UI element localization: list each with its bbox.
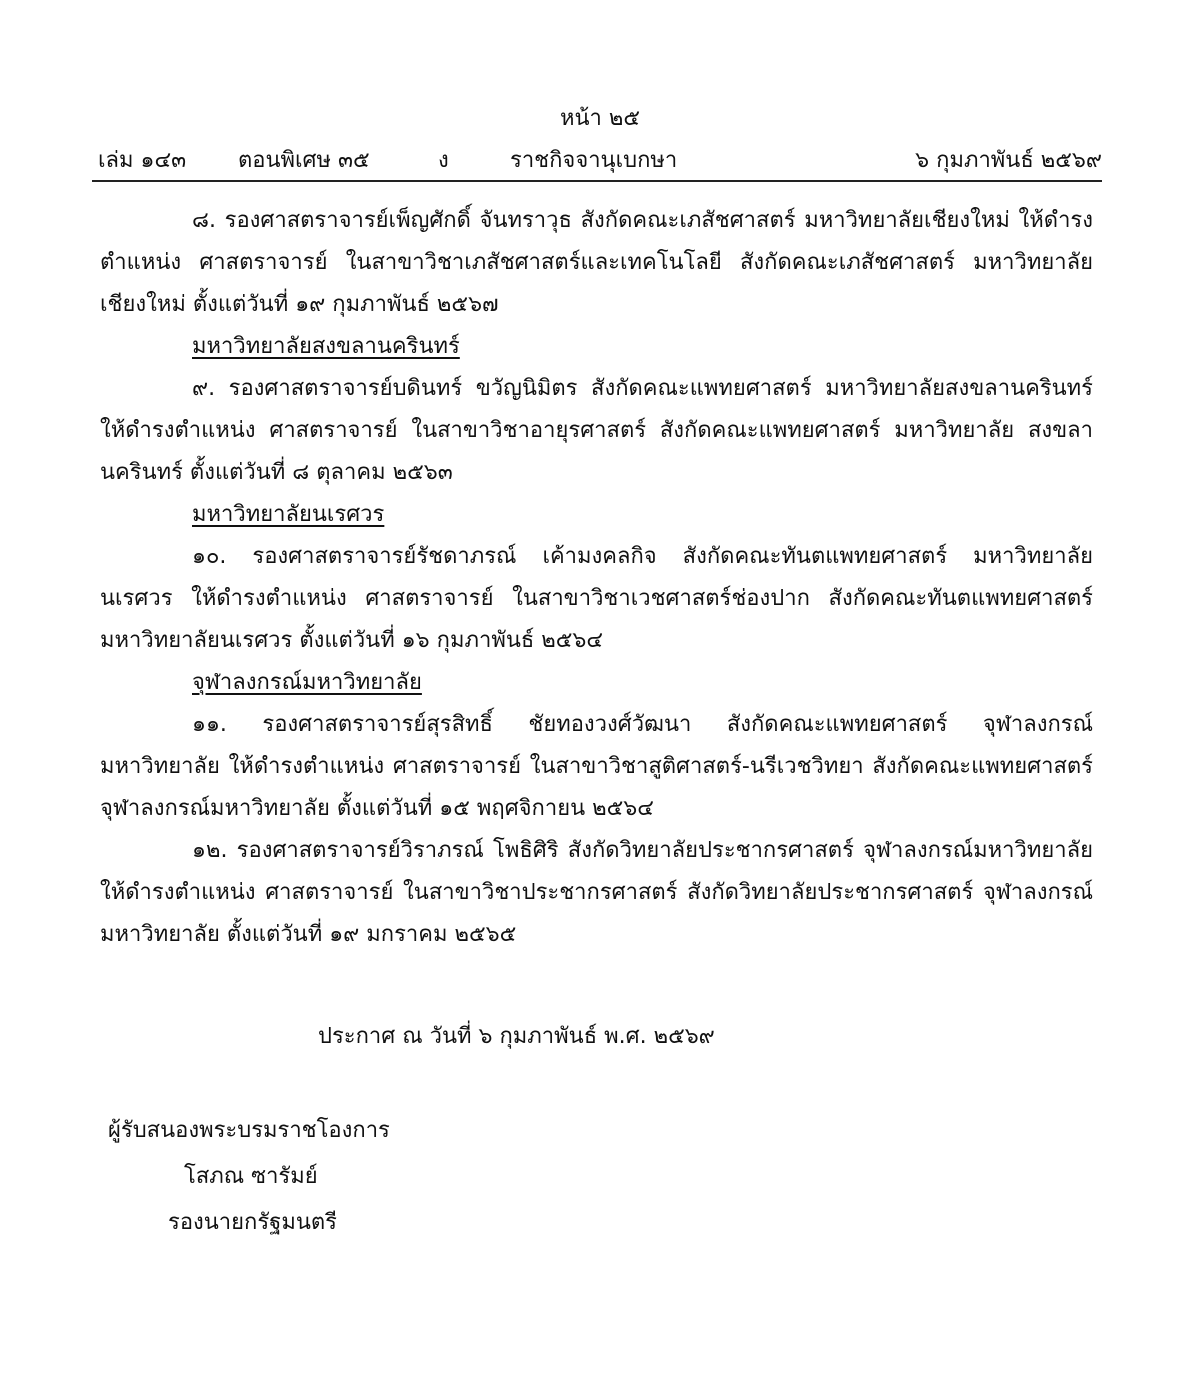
volume-number: เล่ม ๑๔๓	[98, 148, 187, 173]
paragraph-12: ๑๒. รองศาสตราจารย์วิราภรณ์ โพธิศิริ สังกัดวิทยาลัยประชากรศาสตร์ จุฬาลงกรณ์มหาวิทยาลัย ให้ดำรงตำแหน่ง ศาสตราจารย์ ในสาขาวิชาประชากรศาสตร์ สังกัดวิทยาลัยประชากรศาสตร์ จุฬาลงกรณ์มหาวิทยาลัย ตั้งแต่วันที่ ๑๙ มกราคม ๒๕๖๕	[100, 838, 1093, 947]
university-heading-nu: มหาวิทยาลัยนเรศวร	[192, 502, 385, 527]
document-body	[100, 200, 1093, 956]
publication-date: ๖ กุมภาพันธ์ ๒๕๖๙	[915, 148, 1102, 173]
signatory-title: รองนายกรัฐมนตรี	[168, 1210, 337, 1235]
paragraph-8: ๘. รองศาสตราจารย์เพ็ญศักดิ์ จันทราวุธ สังกัดคณะเภสัชศาสตร์ มหาวิทยาลัยเชียงใหม่ ให้ดำรงตำแหน่ง ศาสตราจารย์ ในสาขาวิชาเภสัชศาสตร์และเทคโนโลยี สังกัดคณะเภสัชศาสตร์ มหาวิทยาลัยเชียงใหม่ ตั้งแต่วันที่ ๑๙ กุมภาพันธ์ ๒๕๖๗	[100, 208, 1093, 317]
paragraph-9: ๙. รองศาสตราจารย์บดินทร์ ขวัญนิมิตร สังกัดคณะแพทยศาสตร์ มหาวิทยาลัยสงขลานครินทร์ ให้ดำรงตำแหน่ง ศาสตราจารย์ ในสาขาวิชาอายุรศาสตร์ สังกัดคณะแพทยศาสตร์ มหาวิทยาลัย สงขลานครินทร์ ตั้งแต่วันที่ ๘ ตุลาคม ๒๕๖๓	[100, 376, 1093, 485]
paragraph-10: ๑๐. รองศาสตราจารย์รัชดาภรณ์ เค้ามงคลกิจ สังกัดคณะทันตแพทยศาสตร์ มหาวิทยาลัย นเรศวร ให้ดำรงตำแหน่ง ศาสตราจารย์ ในสาขาวิชาเวชศาสตร์ช่องปาก สังกัดคณะทันตแพทยศาสตร์ มหาวิทยาลัยนเรศวร ตั้งแต่วันที่ ๑๖ กุมภาพันธ์ ๒๕๖๔	[100, 544, 1093, 653]
countersign-label: ผู้รับสนองพระบรมราชโองการ	[108, 1118, 390, 1143]
university-heading-psu: มหาวิทยาลัยสงขลานครินทร์	[192, 334, 460, 359]
gazette-header	[98, 142, 1102, 174]
page-number: หน้า ๒๕	[559, 106, 641, 131]
signatory-name: โสภณ ซารัมย์	[184, 1164, 318, 1189]
university-heading-cu: จุฬาลงกรณ์มหาวิทยาลัย	[192, 670, 422, 695]
special-section: ตอนพิเศษ ๓๕	[238, 148, 370, 173]
signature-block	[108, 1108, 390, 1246]
publication-name: ราชกิจจานุเบกษา	[510, 148, 678, 173]
header-divider	[92, 180, 1102, 182]
paragraph-11: ๑๑. รองศาสตราจารย์สุรสิทธิ์ ชัยทองวงศ์วัฒนา สังกัดคณะแพทยศาสตร์ จุฬาลงกรณ์ มหาวิทยาลัย ให้ดำรงตำแหน่ง ศาสตราจารย์ ในสาขาวิชาสูติศาสตร์-นรีเวชวิทยา สังกัดคณะแพทยศาสตร์ จุฬาลงกรณ์มหาวิทยาลัย ตั้งแต่วันที่ ๑๕ พฤศจิกายน ๒๕๖๔	[100, 712, 1093, 821]
announcement-date: ประกาศ ณ วันที่ ๖ กุมภาพันธ์ พ.ศ. ๒๕๖๙	[318, 1024, 715, 1049]
section-letter: ง	[438, 148, 449, 173]
